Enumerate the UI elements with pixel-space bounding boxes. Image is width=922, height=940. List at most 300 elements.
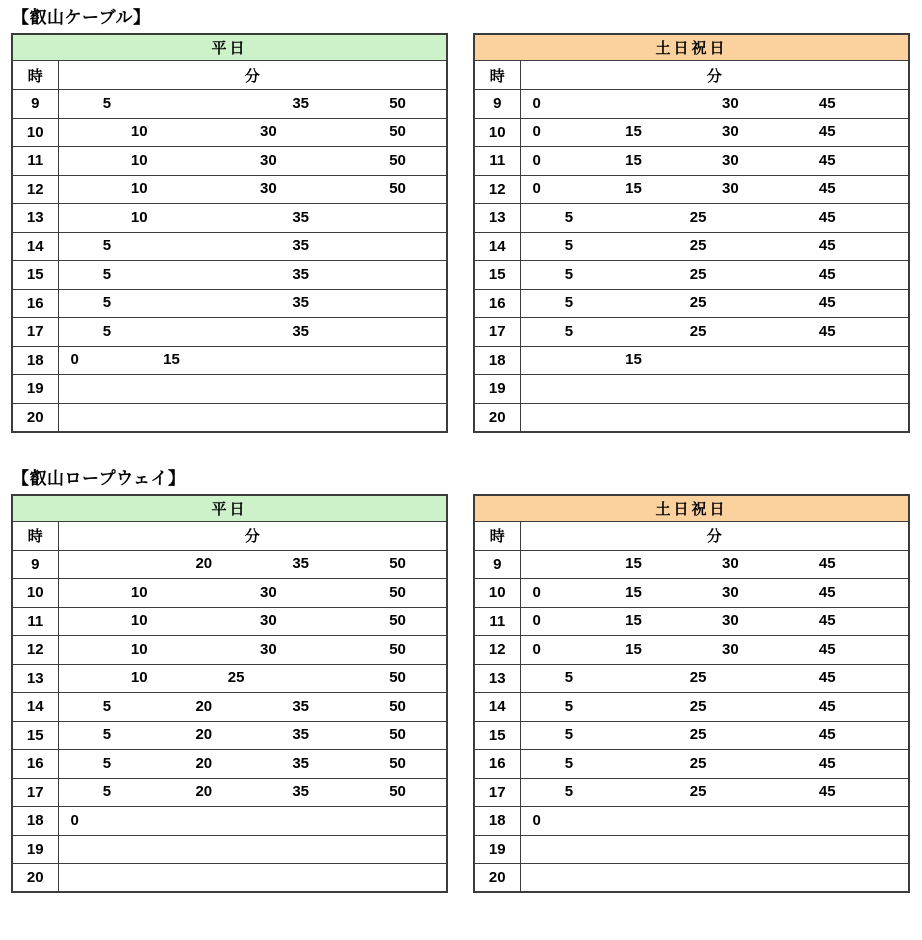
minute-value: 15 <box>625 640 642 658</box>
minute-value: 50 <box>389 726 406 744</box>
minute-value: 5 <box>564 208 574 226</box>
minutes-slot-grid <box>521 751 909 777</box>
minute-value: 15 <box>625 583 642 601</box>
minutes-slot-grid <box>59 808 447 834</box>
minute-value: 45 <box>818 208 836 226</box>
hour-cell: 13 <box>474 664 520 693</box>
timetable-row <box>12 721 447 750</box>
timetable-row <box>474 579 909 608</box>
minute-value: 50 <box>389 123 406 141</box>
hour-cell: 15 <box>474 721 520 750</box>
minute-value: 5 <box>564 265 574 283</box>
minute-value: 10 <box>130 612 148 630</box>
minutes-slot-grid <box>59 148 447 174</box>
minute-value: 5 <box>102 265 112 283</box>
minutes-cell <box>58 403 447 432</box>
hour-cell: 12 <box>12 175 58 204</box>
minutes-slot-grid <box>521 290 909 316</box>
minute-value: 15 <box>625 555 642 573</box>
minutes-cell <box>520 118 909 147</box>
minute-value: 35 <box>292 265 310 283</box>
minutes-slot-grid <box>59 233 447 259</box>
minutes-cell <box>520 579 909 608</box>
minutes-slot-grid <box>59 290 447 316</box>
timetable-row <box>474 778 909 807</box>
minutes-cell <box>520 90 909 119</box>
hour-cell: 18 <box>12 346 58 375</box>
minutes-cell <box>520 375 909 404</box>
minute-value: 25 <box>689 208 707 226</box>
minute-value: 0 <box>532 180 541 198</box>
section-title-ropeway: 【叡山ロープウェイ】 <box>12 468 186 488</box>
column-label-row <box>474 61 909 90</box>
minutes-slot-grid <box>521 347 909 373</box>
minutes-slot-grid <box>59 347 447 373</box>
minute-value: 45 <box>818 123 836 141</box>
minutes-cell <box>58 807 447 836</box>
timetable-row <box>12 579 447 608</box>
timetable-row <box>474 289 909 318</box>
minutes-slot-grid <box>59 205 447 231</box>
minutes-cell <box>520 346 909 375</box>
minute-value: 5 <box>102 754 112 772</box>
timetable-row <box>474 403 909 432</box>
timetable-row <box>12 232 447 261</box>
hour-cell: 19 <box>12 375 58 404</box>
minutes-cell <box>520 318 909 347</box>
minutes-cell <box>58 693 447 722</box>
minutes-cell <box>58 664 447 693</box>
minutes-cell <box>58 550 447 579</box>
minute-value: 35 <box>292 697 310 715</box>
minute-value: 45 <box>818 237 836 255</box>
timetable-row <box>12 607 447 636</box>
timetable-row <box>474 90 909 119</box>
minutes-cell <box>520 750 909 779</box>
minutes-slot-grid <box>521 779 909 805</box>
minutes-cell <box>58 289 447 318</box>
minute-value: 5 <box>564 237 574 255</box>
timetable-row <box>12 636 447 665</box>
minute-value: 45 <box>818 640 836 658</box>
minutes-cell <box>58 147 447 176</box>
timetable-row <box>474 118 909 147</box>
minute-value: 20 <box>195 555 213 573</box>
minute-value: 0 <box>70 351 79 369</box>
column-label-row <box>474 521 909 550</box>
hour-cell: 9 <box>474 550 520 579</box>
hour-cell: 20 <box>12 864 58 893</box>
minutes-slot-grid <box>59 751 447 777</box>
minute-value: 25 <box>689 726 707 744</box>
minute-value: 30 <box>260 180 277 198</box>
minutes-cell <box>520 636 909 665</box>
timetable-row <box>474 807 909 836</box>
minute-value: 30 <box>722 612 739 630</box>
minute-value: 50 <box>389 783 406 801</box>
timetable-row <box>12 664 447 693</box>
timetable-row <box>12 318 447 347</box>
minute-value: 5 <box>102 237 112 255</box>
minute-value: 25 <box>689 783 707 801</box>
minute-value: 30 <box>722 583 739 601</box>
minute-value: 25 <box>689 265 707 283</box>
timetable-body <box>12 550 447 892</box>
minute-value: 10 <box>130 180 148 198</box>
minutes-cell <box>58 90 447 119</box>
hour-cell: 13 <box>12 664 58 693</box>
minute-value: 15 <box>625 151 642 169</box>
minute-value: 50 <box>389 612 406 630</box>
minute-value: 0 <box>532 612 541 630</box>
minutes-cell <box>520 664 909 693</box>
minute-value: 45 <box>818 555 836 573</box>
minutes-cell <box>58 750 447 779</box>
minute-value: 5 <box>564 294 574 312</box>
minute-value: 30 <box>260 151 277 169</box>
section-title-cable: 【叡山ケーブル】 <box>12 8 151 27</box>
minutes-cell <box>58 346 447 375</box>
minute-value: 15 <box>625 351 642 369</box>
minute-value: 0 <box>532 94 541 112</box>
timetable-body <box>474 90 909 432</box>
day-header-row <box>474 495 909 522</box>
minutes-slot-grid <box>521 608 909 634</box>
hour-cell: 15 <box>12 721 58 750</box>
day-type-header: 平日 <box>12 495 447 522</box>
day-header-row <box>12 34 447 61</box>
day-type-header: 平日 <box>12 34 447 61</box>
minutes-slot-grid <box>59 176 447 202</box>
hour-cell: 12 <box>474 175 520 204</box>
minute-value: 0 <box>532 123 541 141</box>
hour-cell: 14 <box>12 693 58 722</box>
timetable-row <box>12 835 447 864</box>
minutes-cell <box>520 232 909 261</box>
timetable-row <box>12 550 447 579</box>
minutes-cell <box>58 778 447 807</box>
timetable-row <box>12 403 447 432</box>
timetable-row <box>474 664 909 693</box>
timetable-row <box>12 346 447 375</box>
minute-value: 0 <box>70 811 79 829</box>
minutes-slot-grid <box>59 694 447 720</box>
minute-value: 10 <box>130 583 148 601</box>
minutes-slot-grid <box>521 808 909 834</box>
hour-cell: 9 <box>12 550 58 579</box>
minute-value: 5 <box>102 294 112 312</box>
minute-value: 45 <box>818 294 836 312</box>
minute-value: 5 <box>102 94 112 112</box>
day-type-header: 土日祝日 <box>474 495 909 522</box>
timetable-row <box>12 118 447 147</box>
minute-value: 0 <box>532 640 541 658</box>
minutes-cell <box>58 232 447 261</box>
minutes-cell <box>58 636 447 665</box>
hour-cell: 19 <box>12 835 58 864</box>
minutes-slot-grid <box>59 262 447 288</box>
hour-cell: 10 <box>12 118 58 147</box>
hour-cell: 12 <box>12 636 58 665</box>
day-header-row <box>474 34 909 61</box>
hour-cell: 19 <box>474 835 520 864</box>
hour-cell: 17 <box>474 318 520 347</box>
minute-value: 25 <box>689 237 707 255</box>
timetable-row <box>474 864 909 893</box>
timetable-cable-holiday <box>473 33 910 433</box>
minutes-slot-grid <box>521 233 909 259</box>
hour-cell: 16 <box>12 750 58 779</box>
hour-cell: 9 <box>12 90 58 119</box>
minutes-slot-grid <box>59 779 447 805</box>
minute-value: 30 <box>722 123 739 141</box>
minutes-cell <box>58 864 447 893</box>
hour-cell: 15 <box>12 261 58 290</box>
timetable-row <box>474 607 909 636</box>
minute-value: 35 <box>292 294 310 312</box>
minute-value: 30 <box>260 640 277 658</box>
hour-cell: 10 <box>474 118 520 147</box>
timetable-row <box>474 346 909 375</box>
minute-value: 35 <box>292 726 310 744</box>
minute-value: 50 <box>389 754 406 772</box>
minute-value: 45 <box>818 612 836 630</box>
minutes-slot-grid <box>521 148 909 174</box>
timetable-ropeway-weekday <box>11 494 448 894</box>
timetable-body <box>12 90 447 432</box>
hour-cell: 18 <box>474 346 520 375</box>
day-header-row <box>12 495 447 522</box>
hour-cell: 11 <box>12 607 58 636</box>
hour-cell: 18 <box>12 807 58 836</box>
minutes-cell <box>520 607 909 636</box>
hour-cell: 16 <box>474 289 520 318</box>
hour-cell: 14 <box>12 232 58 261</box>
minute-value: 5 <box>564 669 574 687</box>
minute-value: 50 <box>389 697 406 715</box>
timetable-row <box>474 175 909 204</box>
minute-value: 45 <box>818 94 836 112</box>
minutes-cell <box>58 118 447 147</box>
timetable-row <box>474 750 909 779</box>
timetable-row <box>12 90 447 119</box>
minute-value: 45 <box>818 669 836 687</box>
minute-value: 15 <box>163 351 180 369</box>
minute-value: 20 <box>195 697 213 715</box>
minute-value: 50 <box>389 669 406 687</box>
hour-column-header: 時 <box>474 521 520 550</box>
minute-value: 45 <box>818 754 836 772</box>
minute-value: 0 <box>532 151 541 169</box>
minute-value: 45 <box>818 726 836 744</box>
timetable-row <box>12 175 447 204</box>
minutes-cell <box>520 693 909 722</box>
timetable-row <box>474 232 909 261</box>
hour-cell: 20 <box>12 403 58 432</box>
minute-value: 25 <box>689 754 707 772</box>
timetable-row <box>12 147 447 176</box>
minutes-slot-grid <box>521 551 909 577</box>
minutes-slot-grid <box>521 694 909 720</box>
timetable-row <box>474 375 909 404</box>
minute-value: 15 <box>625 612 642 630</box>
minute-value: 5 <box>102 697 112 715</box>
minutes-cell <box>58 204 447 233</box>
minute-value: 15 <box>625 123 642 141</box>
minute-value: 50 <box>389 555 406 573</box>
minute-value: 50 <box>389 94 406 112</box>
minutes-cell <box>58 175 447 204</box>
minutes-slot-grid <box>59 580 447 606</box>
hour-cell: 16 <box>474 750 520 779</box>
minute-value: 45 <box>818 783 836 801</box>
minute-value: 35 <box>292 754 310 772</box>
minute-value: 35 <box>292 783 310 801</box>
timetable-row <box>474 318 909 347</box>
minute-value: 20 <box>195 754 213 772</box>
hour-cell: 20 <box>474 403 520 432</box>
minutes-slot-grid <box>521 319 909 345</box>
minutes-slot-grid <box>59 119 447 145</box>
minutes-slot-grid <box>59 665 447 691</box>
minute-value: 5 <box>102 783 112 801</box>
minutes-cell <box>520 864 909 893</box>
minute-value: 20 <box>195 726 213 744</box>
minute-value: 45 <box>818 151 836 169</box>
hour-cell: 10 <box>12 579 58 608</box>
minute-value: 35 <box>292 322 310 340</box>
minute-value: 45 <box>818 697 836 715</box>
timetable-row <box>474 835 909 864</box>
minute-value: 10 <box>130 151 148 169</box>
minute-value: 50 <box>389 180 406 198</box>
column-label-row <box>12 521 447 550</box>
minute-value: 35 <box>292 237 310 255</box>
timetable-row <box>12 693 447 722</box>
hour-cell: 19 <box>474 375 520 404</box>
timetable-row <box>474 261 909 290</box>
hour-cell: 14 <box>474 232 520 261</box>
minute-value: 5 <box>102 322 112 340</box>
minutes-cell <box>520 289 909 318</box>
minutes-slot-grid <box>521 205 909 231</box>
timetable-row <box>12 864 447 893</box>
minutes-cell <box>58 375 447 404</box>
minutes-slot-grid <box>59 551 447 577</box>
timetable-row <box>12 375 447 404</box>
timetable-row <box>12 289 447 318</box>
hour-cell: 13 <box>12 204 58 233</box>
hour-cell: 11 <box>12 147 58 176</box>
minutes-cell <box>520 147 909 176</box>
minute-value: 20 <box>195 783 213 801</box>
minutes-slot-grid <box>521 722 909 748</box>
minute-value: 0 <box>532 583 541 601</box>
minutes-cell <box>520 721 909 750</box>
minute-column-header: 分 <box>58 61 447 90</box>
minutes-slot-grid <box>521 262 909 288</box>
minute-value: 35 <box>292 94 310 112</box>
minutes-cell <box>58 721 447 750</box>
minute-value: 5 <box>564 783 574 801</box>
minutes-slot-grid <box>59 319 447 345</box>
day-type-header: 土日祝日 <box>474 34 909 61</box>
timetable-body <box>474 550 909 892</box>
minutes-slot-grid <box>521 580 909 606</box>
minutes-slot-grid <box>521 91 909 117</box>
timetable-cable-weekday <box>11 33 448 433</box>
timetable-row <box>12 807 447 836</box>
minutes-slot-grid <box>521 119 909 145</box>
minute-value: 15 <box>625 180 642 198</box>
minutes-slot-grid <box>521 637 909 663</box>
minute-column-header: 分 <box>520 61 909 90</box>
minute-value: 50 <box>389 640 406 658</box>
minutes-cell <box>520 807 909 836</box>
minutes-slot-grid <box>59 91 447 117</box>
timetable-ropeway-holiday <box>473 494 910 894</box>
column-label-row <box>12 61 447 90</box>
minutes-cell <box>58 579 447 608</box>
minutes-cell <box>58 261 447 290</box>
minutes-cell <box>520 175 909 204</box>
minutes-slot-grid <box>521 665 909 691</box>
hour-cell: 20 <box>474 864 520 893</box>
hour-cell: 16 <box>12 289 58 318</box>
minute-value: 50 <box>389 151 406 169</box>
hour-column-header: 時 <box>474 61 520 90</box>
minute-value: 10 <box>130 669 148 687</box>
timetable-row <box>474 721 909 750</box>
hour-cell: 9 <box>474 90 520 119</box>
minute-value: 25 <box>689 322 707 340</box>
minutes-cell <box>58 835 447 864</box>
minute-value: 45 <box>818 583 836 601</box>
minutes-cell <box>520 778 909 807</box>
minutes-slot-grid <box>59 637 447 663</box>
hour-cell: 12 <box>474 636 520 665</box>
hour-cell: 11 <box>474 147 520 176</box>
minute-value: 25 <box>689 697 707 715</box>
minutes-cell <box>520 550 909 579</box>
timetable-row <box>474 636 909 665</box>
minute-value: 50 <box>389 583 406 601</box>
timetable-row <box>474 204 909 233</box>
minute-value: 5 <box>564 726 574 744</box>
timetable-row <box>474 693 909 722</box>
minutes-cell <box>520 835 909 864</box>
hour-cell: 18 <box>474 807 520 836</box>
minute-value: 35 <box>292 208 310 226</box>
ropeway-tables-row <box>11 494 922 894</box>
minute-value: 25 <box>689 669 707 687</box>
minute-value: 30 <box>260 123 277 141</box>
minute-value: 30 <box>260 583 277 601</box>
timetable-row <box>12 204 447 233</box>
hour-cell: 11 <box>474 607 520 636</box>
minute-value: 45 <box>818 322 836 340</box>
minute-value: 5 <box>564 754 574 772</box>
hour-cell: 14 <box>474 693 520 722</box>
minutes-cell <box>58 318 447 347</box>
timetable-row <box>12 261 447 290</box>
hour-cell: 10 <box>474 579 520 608</box>
minute-value: 30 <box>722 555 739 573</box>
minutes-cell <box>58 607 447 636</box>
minute-column-header: 分 <box>58 521 447 550</box>
minute-value: 25 <box>689 294 707 312</box>
hour-column-header: 時 <box>12 61 58 90</box>
